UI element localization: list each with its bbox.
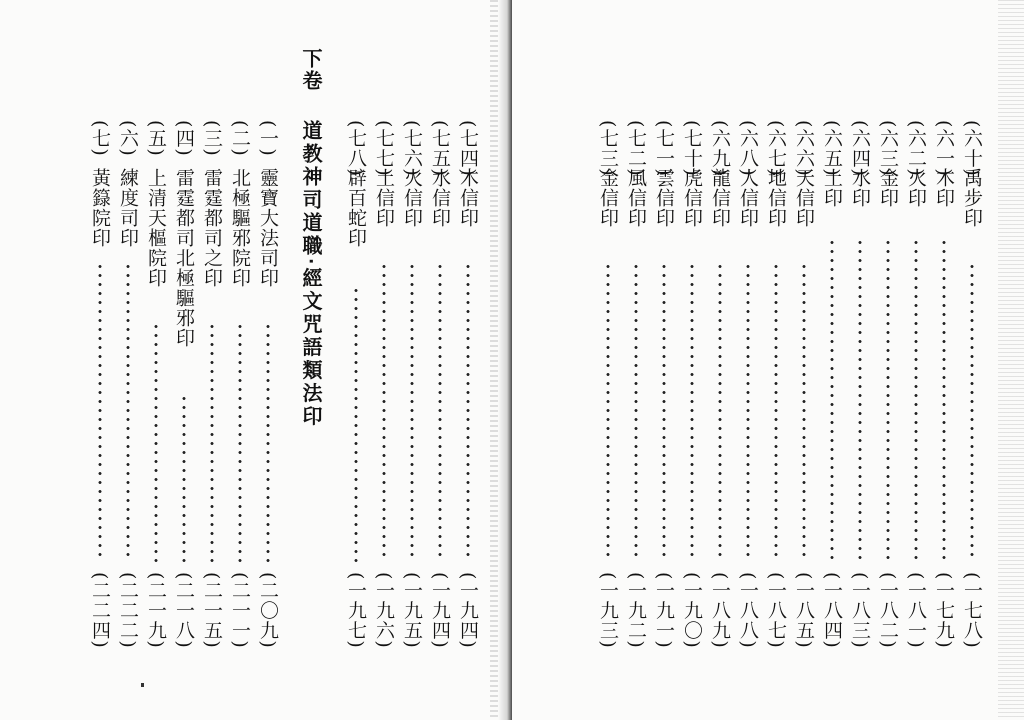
entry-page: (二一九) bbox=[145, 572, 167, 649]
entry-number: (四) bbox=[173, 120, 195, 157]
entry-page: (一九四) bbox=[429, 572, 451, 649]
entry-number: (六九) bbox=[709, 120, 731, 177]
entry-label: 天信印 bbox=[793, 168, 815, 228]
entry-page: (一九四) bbox=[457, 572, 479, 649]
leader-dots bbox=[182, 394, 186, 562]
entry-label: 雲信印 bbox=[653, 168, 675, 228]
entry-number: (七六) bbox=[401, 120, 423, 177]
entry-number: (七八) bbox=[345, 120, 367, 177]
toc-entry bbox=[144, 0, 168, 670]
leader-dots bbox=[830, 238, 834, 562]
toc-entry bbox=[456, 0, 480, 670]
right-page bbox=[512, 0, 1024, 720]
leader-dots bbox=[410, 262, 414, 562]
entry-page: (二一八) bbox=[173, 572, 195, 649]
toc-entry bbox=[624, 0, 648, 670]
entry-label: 禹步印 bbox=[961, 168, 983, 228]
entry-label: 風信印 bbox=[625, 168, 647, 228]
entry-page: (一九七) bbox=[345, 572, 367, 649]
entry-page: (二一五) bbox=[201, 572, 223, 649]
entry-number: (六六) bbox=[793, 120, 815, 177]
entry-page: (一九五) bbox=[401, 572, 423, 649]
volume-heading: 下卷 bbox=[299, 48, 323, 92]
entry-page: (一七八) bbox=[961, 572, 983, 649]
entry-label: 龍信印 bbox=[709, 168, 731, 228]
section-title: 道教神司道職‧經文咒語類法印 bbox=[299, 120, 323, 429]
entry-page: (二〇九) bbox=[257, 572, 279, 649]
leader-dots bbox=[858, 238, 862, 562]
entry-label: 雷霆都司北極驅邪印 bbox=[173, 168, 195, 348]
entry-label: 人信印 bbox=[737, 168, 759, 228]
toc-entry bbox=[708, 0, 732, 670]
entry-page: (一八七) bbox=[765, 572, 787, 649]
entry-label: 練度司印 bbox=[117, 168, 139, 248]
entry-number: (六十) bbox=[961, 120, 983, 177]
leader-dots bbox=[210, 322, 214, 562]
entry-number: (五) bbox=[145, 120, 167, 157]
toc-entry bbox=[200, 0, 224, 670]
toc-entry bbox=[400, 0, 424, 670]
entry-number: (七七) bbox=[373, 120, 395, 177]
leader-dots bbox=[942, 238, 946, 562]
toc-entry bbox=[792, 0, 816, 670]
entry-page: (一八九) bbox=[709, 572, 731, 649]
leader-dots bbox=[382, 262, 386, 562]
leader-dots bbox=[126, 262, 130, 562]
entry-page: (一八一) bbox=[905, 572, 927, 649]
toc-entry bbox=[680, 0, 704, 670]
entry-label: 北極驅邪院印 bbox=[229, 168, 251, 288]
entry-number: (七十) bbox=[681, 120, 703, 177]
toc-entry bbox=[596, 0, 620, 670]
entry-label: 辟百蛇印 bbox=[345, 168, 367, 248]
entry-number: (六八) bbox=[737, 120, 759, 177]
toc-entry bbox=[116, 0, 140, 670]
entry-number: (六七) bbox=[765, 120, 787, 177]
toc-entry bbox=[256, 0, 280, 670]
entry-number: (六四) bbox=[849, 120, 871, 177]
leader-dots bbox=[154, 322, 158, 562]
entry-number: (六) bbox=[117, 120, 139, 157]
leader-dots bbox=[438, 262, 442, 562]
entry-number: (六三) bbox=[877, 120, 899, 177]
entry-page: (二二二) bbox=[117, 572, 139, 649]
leader-dots bbox=[690, 262, 694, 562]
entry-page: (一九六) bbox=[373, 572, 395, 649]
entry-number: (六一) bbox=[933, 120, 955, 177]
toc-entry bbox=[228, 0, 252, 670]
entry-label: 土印 bbox=[821, 168, 843, 208]
entry-label: 雷霆都司之印 bbox=[201, 168, 223, 288]
leader-dots bbox=[662, 262, 666, 562]
entry-label: 上清天樞院印 bbox=[145, 168, 167, 288]
toc-entry bbox=[764, 0, 788, 670]
entry-number: (七二) bbox=[625, 120, 647, 177]
leader-dots bbox=[914, 238, 918, 562]
leader-dots bbox=[98, 262, 102, 562]
entry-label: 地信印 bbox=[765, 168, 787, 228]
toc-entry bbox=[904, 0, 928, 670]
leader-dots bbox=[802, 262, 806, 562]
toc-entry bbox=[960, 0, 984, 670]
entry-page: (二一一) bbox=[229, 572, 251, 649]
toc-entry bbox=[88, 0, 112, 670]
toc-entry bbox=[876, 0, 900, 670]
entry-label: 火印 bbox=[905, 168, 927, 208]
scan-speck bbox=[141, 683, 144, 687]
entry-number: (七一) bbox=[653, 120, 675, 177]
entry-label: 水信印 bbox=[429, 168, 451, 228]
entry-number: (六五) bbox=[821, 120, 843, 177]
entry-page: (一八八) bbox=[737, 572, 759, 649]
entry-page: (一九三) bbox=[597, 572, 619, 649]
entry-page: (一九〇) bbox=[681, 572, 703, 649]
entry-page: (二二四) bbox=[89, 572, 111, 649]
entry-number: (二) bbox=[229, 120, 251, 157]
entry-label: 木信印 bbox=[457, 168, 479, 228]
toc-entry bbox=[736, 0, 760, 670]
entry-label: 黃籙院印 bbox=[89, 168, 111, 248]
entry-number: (七五) bbox=[429, 120, 451, 177]
entry-number: (七) bbox=[89, 120, 111, 157]
entry-page: (一八五) bbox=[793, 572, 815, 649]
entry-label: 金印 bbox=[877, 168, 899, 208]
entry-number: (三) bbox=[201, 120, 223, 157]
toc-entry bbox=[428, 0, 452, 670]
leader-dots bbox=[466, 262, 470, 562]
toc-entry bbox=[848, 0, 872, 670]
leader-dots bbox=[606, 262, 610, 562]
entry-page: (一八四) bbox=[821, 572, 843, 649]
entry-label: 火信印 bbox=[401, 168, 423, 228]
leader-dots bbox=[266, 322, 270, 562]
scan-edge bbox=[998, 0, 1024, 720]
leader-dots bbox=[354, 286, 358, 562]
entry-label: 水印 bbox=[849, 168, 871, 208]
leader-dots bbox=[774, 262, 778, 562]
leader-dots bbox=[886, 238, 890, 562]
entry-label: 虎信印 bbox=[681, 168, 703, 228]
toc-entry bbox=[372, 0, 396, 670]
entry-label: 金信印 bbox=[597, 168, 619, 228]
entry-page: (一八三) bbox=[849, 572, 871, 649]
leader-dots bbox=[970, 262, 974, 562]
toc-entry bbox=[344, 0, 368, 670]
scan-noise bbox=[490, 0, 498, 720]
entry-label: 靈寶大法司印 bbox=[257, 168, 279, 288]
entry-number: (六二) bbox=[905, 120, 927, 177]
entry-page: (一九二) bbox=[625, 572, 647, 649]
toc-entry bbox=[172, 0, 196, 670]
leader-dots bbox=[746, 262, 750, 562]
entry-page: (一九一) bbox=[653, 572, 675, 649]
toc-entry bbox=[932, 0, 956, 670]
entry-number: (一) bbox=[257, 120, 279, 157]
entry-label: 土信印 bbox=[373, 168, 395, 228]
leader-dots bbox=[718, 262, 722, 562]
leader-dots bbox=[634, 262, 638, 562]
leader-dots bbox=[238, 322, 242, 562]
toc-entry bbox=[820, 0, 844, 670]
entry-number: (七三) bbox=[597, 120, 619, 177]
toc-entry bbox=[652, 0, 676, 670]
entry-page: (一八二) bbox=[877, 572, 899, 649]
entry-label: 木印 bbox=[933, 168, 955, 208]
entry-page: (一七九) bbox=[933, 572, 955, 649]
entry-number: (七四) bbox=[457, 120, 479, 177]
